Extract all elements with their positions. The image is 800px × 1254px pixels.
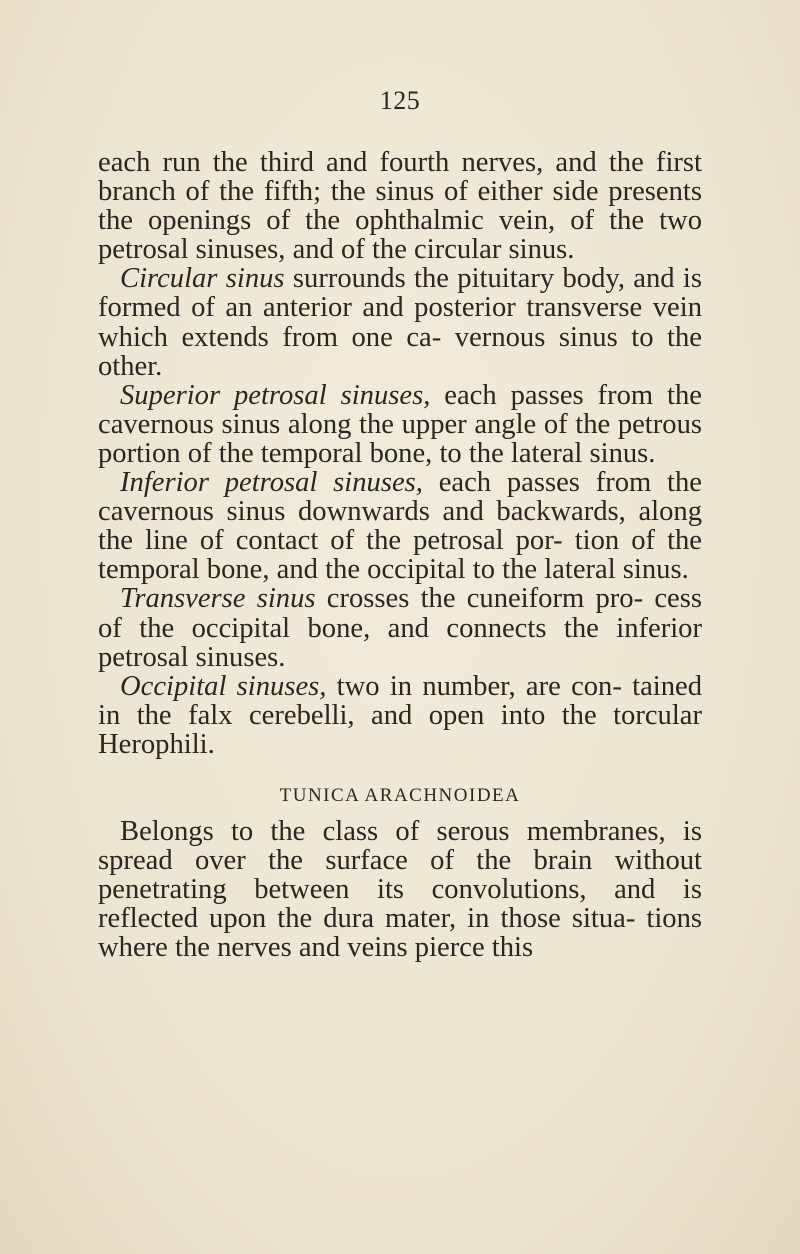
paragraph-cavernous-continued (98, 148, 702, 264)
paragraph-text: each passes from the cavernous sinus along the upper angle of the petrous portion of the temporal bone, to the lateral sinus. (98, 379, 702, 469)
paragraph-tunica-arachnoidea: Belongs to the class of serous membranes, is spread over the surface of the brain without penetrating between its convolutions, and is reflected upon the dura mater, in those situa- tions where the nerves and veins pierce this (98, 815, 702, 964)
paragraph-text: each run the third and fourth nerves, and the first branch of the fifth; the sinus of either side presents the openings of the ophthalmic vein, of the two petrosal sinuses, and of the circular sinus. (98, 147, 702, 266)
page-number: 125 (379, 86, 421, 115)
paragraph-circular-sinus (98, 264, 702, 380)
body-text (98, 148, 702, 962)
term-inferior-petrosal-sinuses: Inferior petrosal sinuses, (120, 467, 423, 499)
paragraph-text: surrounds the pituitary body, and is formed of an anterior and posterior transverse vein which extends from one ca- vernous sinus to the other. (98, 263, 702, 382)
paragraph-occipital-sinuses (98, 672, 702, 759)
paragraph-text: two in number, are con- tained in the falx cerebelli, and open into the torcular Herophili. (98, 670, 702, 760)
term-transverse-sinus: Transverse sinus (120, 583, 316, 615)
paragraph-transverse-sinus (98, 584, 702, 671)
paragraph-text: each passes from the cavernous sinus downwards and backwards, along the line of contact of the petrosal por- tion of the temporal bone, and the occipital to the lateral sinus. (98, 467, 702, 586)
paragraph-inferior-petrosal (98, 468, 702, 584)
paragraph-superior-petrosal (98, 381, 702, 468)
section-heading: TUNICA ARACHNOIDEA (279, 784, 521, 806)
term-circular-sinus: Circular sinus (120, 263, 285, 295)
term-superior-petrosal-sinuses: Superior petrosal sinuses, (120, 379, 431, 411)
paragraph-text: crosses the cuneiform pro- cess of the occipital bone, and connects the inferior petrosal sinuses. (98, 583, 702, 673)
term-occipital-sinuses: Occipital sinuses, (120, 670, 327, 702)
